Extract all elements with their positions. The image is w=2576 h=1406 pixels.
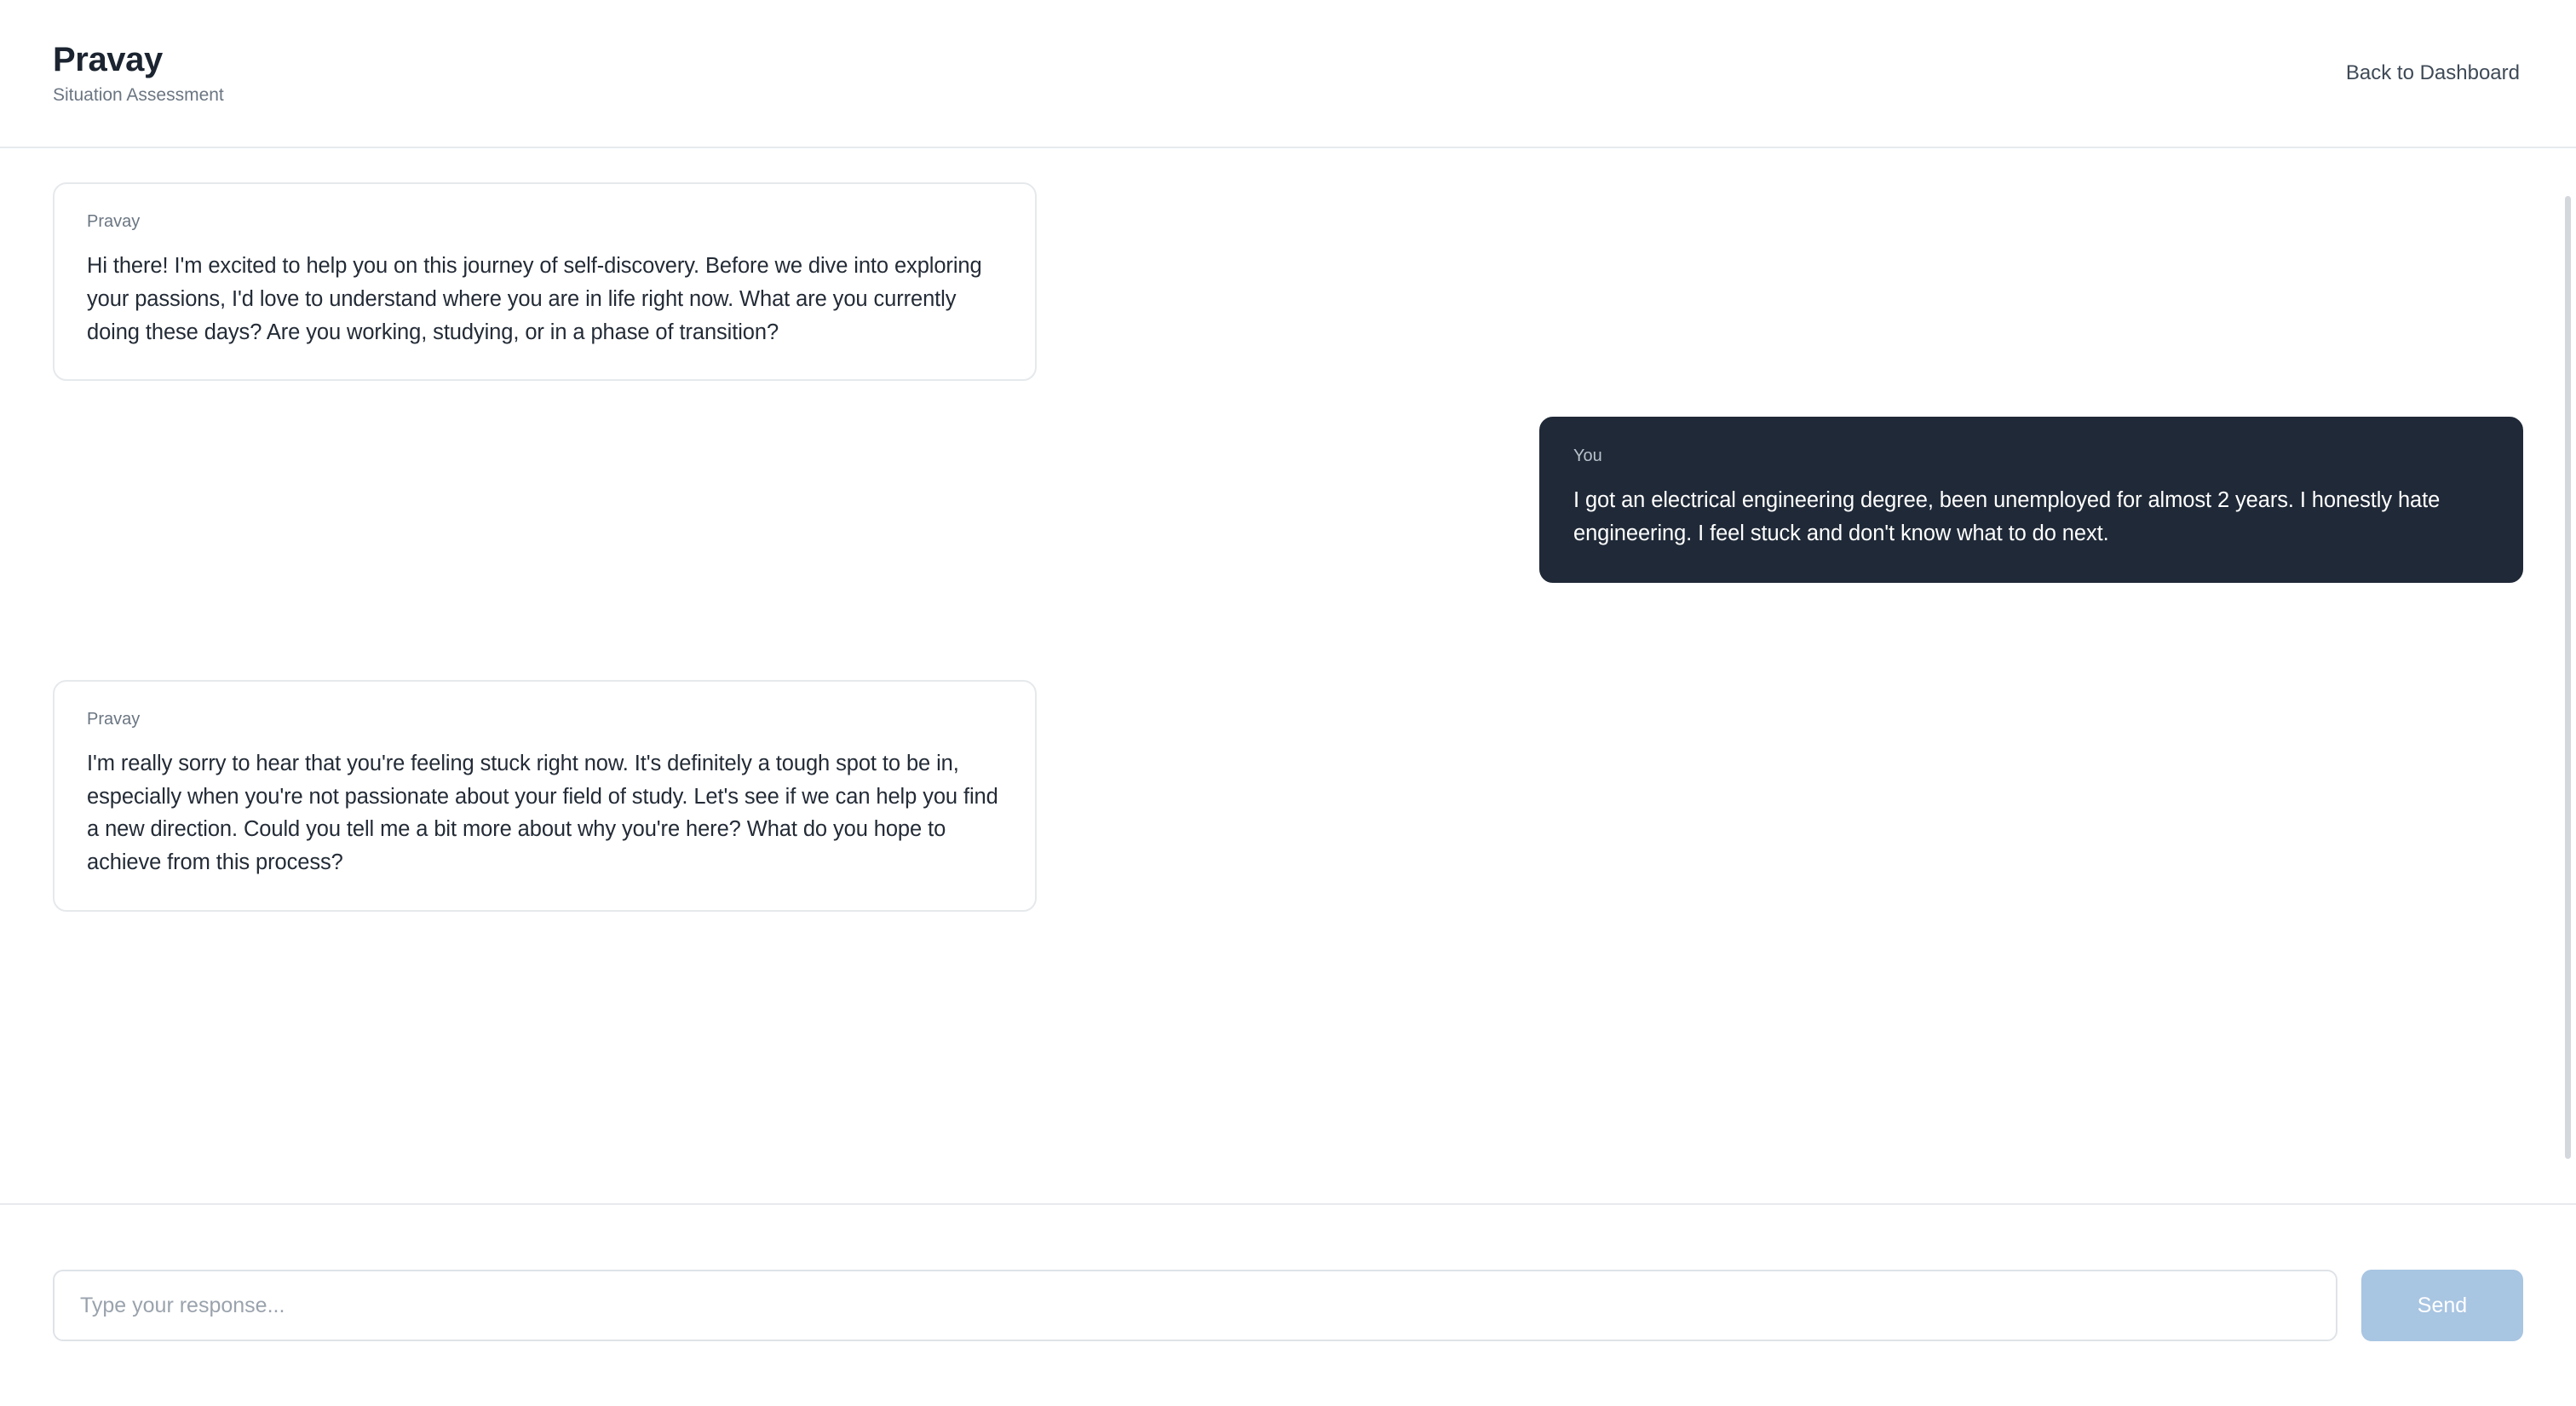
back-to-dashboard-link[interactable]: Back to Dashboard	[2345, 61, 2520, 84]
message-text: I'm really sorry to hear that you're feeling stuck right now. It's definitely a tough spot to be in, especially when you're not passionate about your field of study. Let's see if we can help you find a new direction. Could you tell me a bit more about why you're here? What do you hope to achieve from this process?	[87, 751, 998, 874]
message-text: I got an electrical engineering degree, been unemployed for almost 2 years. I honestly hate engineering. I feel stuck and don't know what to do next.	[1573, 488, 2441, 545]
chat-scrollbar-thumb[interactable]	[2565, 196, 2571, 1159]
message-sender: Pravay	[87, 212, 141, 231]
message-row	[53, 182, 2523, 381]
message-text: Hi there! I'm excited to help you on this journey of self-discovery. Before we dive into exploring your passions, I'd love to understand where you are in life right now. What are you currently doing these days? Are you working, studying, or in a phase of transition?	[87, 254, 982, 344]
assistant-message-bubble	[53, 182, 1037, 381]
assistant-message-bubble	[53, 680, 1037, 912]
send-button[interactable]: Send	[2361, 1270, 2523, 1341]
chat-message-list	[0, 148, 2576, 1203]
message-row	[53, 680, 2523, 912]
message-spacer	[53, 619, 2523, 644]
header-title-group	[53, 42, 224, 105]
user-message-bubble	[1539, 417, 2523, 583]
message-row	[53, 417, 2523, 583]
app-header	[0, 0, 2576, 148]
message-sender: You	[1573, 447, 1602, 466]
page-subtitle: Situation Assessment	[53, 84, 224, 105]
chat-scrollbar[interactable]	[2564, 150, 2573, 1207]
message-input[interactable]	[53, 1270, 2337, 1341]
message-composer	[0, 1203, 2576, 1406]
page-title: Pravay	[53, 40, 163, 78]
message-sender: Pravay	[87, 709, 141, 729]
